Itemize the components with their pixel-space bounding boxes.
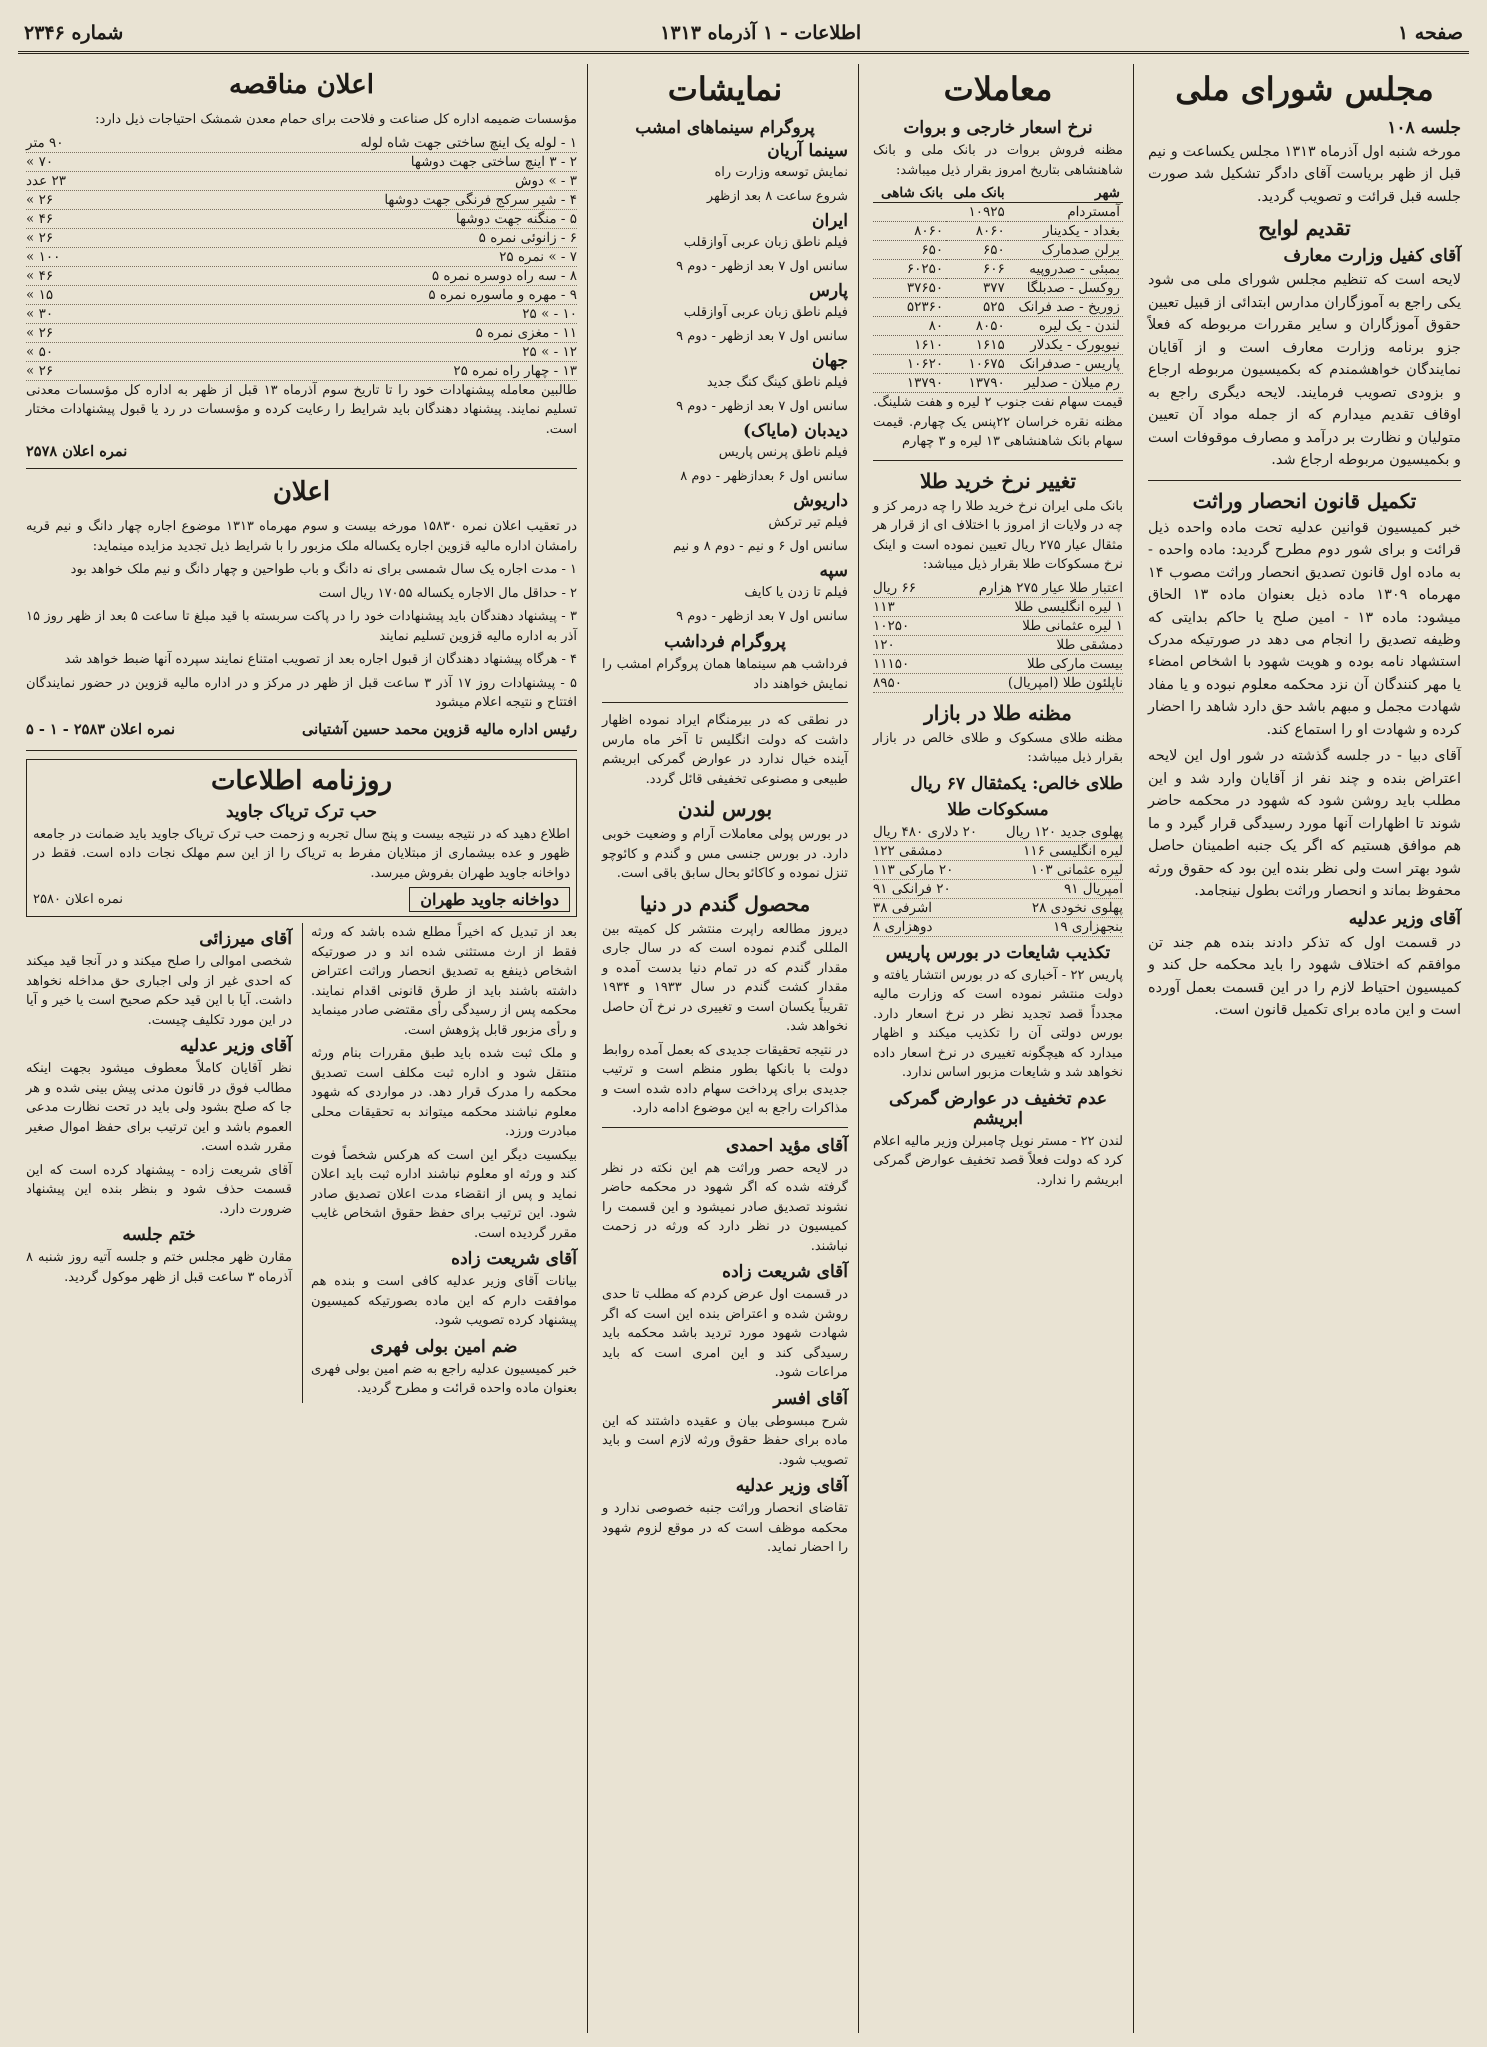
tender-intro: مؤسسات ضمیمه اداره کل صناعت و فلاحت برای حمام معدن شمشک احتیاجات ذیل دارد:	[95, 112, 577, 127]
ad-footer: دواخانه جاوید طهران	[409, 887, 570, 912]
debate-text: آقای دبیا - در جلسه گذشته در شور اول این لایحه اعتراض بنده و چند نفر از آقایان وارد شد و این مطلب باید روشن شود که شهود در محکمه حاضر شوند تا اظهارات آنها مورد رسیدگی قرار گیرد و ما هم موافق هستیم که اگر یک جنبه اطمینان حاصل شود بهتر است ولی نظر بنده این بود که حقوق ورثه محفوظ بماند و انحصار وراثت بطول نینجامد.	[1148, 748, 1461, 900]
cinema-times: سانس اول ۶ بعدازظهر - دوم ۸	[680, 468, 848, 484]
fx-row	[873, 374, 1123, 393]
coin-b: دوهزاری ۸	[873, 918, 933, 935]
cinema-item	[602, 491, 848, 556]
bill1-title: آقای کفیل وزارت معارف	[1283, 246, 1461, 267]
notices-column	[18, 64, 585, 2033]
fx-cell: ۱۰۹۲۵	[946, 203, 1008, 222]
cinema-name: سینما آریان	[767, 141, 848, 161]
cinema-name: دیدبان (مایاک)	[742, 421, 848, 441]
fx-cell: ۸۰۵۰	[946, 317, 1008, 336]
gold-name: بیست مارکی طلا	[1026, 655, 1123, 672]
notice-item: ۳ - پیشنهاد دهندگان باید پیشنهادات خود را در پاکت سربسته با قید مبلغ تا ساعت ۵ بعد از ظهر روز ۱۵ آذر به اداره مالیه قزوین تسلیم نمایند	[26, 609, 577, 644]
fx-table	[873, 184, 1123, 393]
cinema-film: فیلم تا زدن یا کایف	[744, 585, 848, 600]
cinema-name: ایران	[811, 211, 848, 231]
tender-item-qty: ۲۳ عدد	[26, 172, 66, 189]
fx-note: قیمت سهام نفت جنوب ۲ لیره و هفت شلینگ. مظنه نقره خراسان ۲۲پنس یک چهارم. قیمت سهام بانک شاهنشاهی ۱۳ لیره و ۳ چهارم	[873, 395, 1124, 449]
fx-cell: ۶۵۰	[873, 241, 946, 260]
fx-row	[873, 260, 1123, 279]
tender-item	[26, 229, 577, 248]
mirzai-heading: آقای میرزائی	[199, 929, 292, 949]
customs-text: لندن ۲۲ - مستر نویل چامبرلن وزیر مالیه اعلام کرد که دولت فعلاً قصد تخفیف عوارض گمرکی ابریشم را ندارد.	[873, 1133, 1123, 1188]
gold-price: ۶۶ ریال	[873, 579, 917, 596]
divider	[873, 460, 1123, 461]
tender-item-qty: ۲۶ »	[26, 324, 54, 341]
tomorrow-text: فرداشب هم سینماها همان پروگرام امشب را نمایش خواهند داد	[602, 657, 848, 692]
fx-cell: ۳۷۶۵۰	[873, 279, 946, 298]
tender-item-qty: ۵۰ »	[26, 343, 54, 360]
fx-cell: ۱۶۱۵	[946, 336, 1008, 355]
mirzai-text: شخصی اموالی را صلح میکند و در آنجا قید میکند که احدی غیر از ولی اجباری حق مداخله نخواهد داشت. آیا با این قید حکم صحیح است یا خیر و آیا در این مورد تکلیف چیست.	[26, 954, 292, 1028]
coin-b: دمشقی ۱۲۲	[873, 842, 943, 859]
bills-heading: تقدیم لوایح	[1258, 216, 1351, 241]
fx-cell: پاریس - صدفرانک	[1008, 355, 1123, 374]
report-text: در نتیجه تحقیقات جدیدی که بعمل آمده روابط دولت با بانکها بطور منظم است و ترتیب جدیدی برای پرداخت سهام داده شده است و مذاکرات راجع به این موضوع ادامه دارد.	[602, 1042, 848, 1116]
cinema-times: سانس اول ۷ بعد ازظهر - دوم ۹	[676, 608, 848, 624]
gold-name: دمشقی طلا	[1056, 636, 1123, 653]
justice-text: در قسمت اول که تذکر دادند بنده هم جند تن موافقم که اختلاف شهود را باید محکمه حل کند و کمیسیون احتیاط لازم را در این قسمت بعمل آورده است و این ماده برای تکمیل قانون است.	[1148, 934, 1461, 1018]
fx-sub: مظنه فروش بروات در بانک ملی و بانک شاهنشاهی بتاریخ امروز بقرار ذیل میباشد:	[873, 143, 1123, 178]
tender-item	[26, 248, 577, 267]
coin-a: امپریال ۹۱	[1064, 880, 1123, 897]
tender-item-name: ۲ - ۳ اینچ ساختی جهت دوشها	[410, 153, 577, 170]
justice2-text: تقاضای انحصار وراثت جنبه خصوصی ندارد و محکمه موظف است که در موقع لزوم شهود را احضار نماید.	[602, 1501, 848, 1555]
tender-item-qty: ۲۶ »	[26, 191, 54, 208]
tender-item-name: ۱۱ - مغزی نمره ۵	[475, 324, 577, 341]
majlis-column	[1140, 64, 1469, 2033]
cinema-item	[602, 561, 848, 626]
lower-col-right	[302, 923, 577, 1403]
gold-price: ۱۱۱۵۰	[873, 655, 910, 672]
coin-row	[873, 899, 1123, 918]
coin-b: اشرفی ۳۸	[873, 899, 933, 916]
fx-row	[873, 222, 1123, 241]
page-header	[18, 14, 1469, 54]
column-rule	[587, 64, 588, 2033]
tender-item-name: ۱۳ - چهار راه نمره ۲۵	[453, 362, 577, 379]
session-number: جلسه ۱۰۸	[1387, 118, 1461, 138]
cinema-list	[602, 141, 848, 626]
fx-header-cell: بانک ملی	[946, 184, 1008, 203]
stock-heading: تکذیب شایعات در بورس پاریس	[885, 942, 1111, 963]
end-text: مقارن ظهر مجلس ختم و جلسه آتیه روز شنبه ۸ آذرماه ۳ ساعت قبل از ظهر موکول گردید.	[26, 1250, 292, 1285]
gold-text: بانک ملی ایران نرخ خرید طلا را چه درمر کز و چه در ولایات از امروز با اختلاف ای از قرار هر مثقال عیار ۲۷۵ ریال تعیین نموده است و اینک نرخ مسکوکات طلا بقرار ذیل میباشد:	[873, 498, 1123, 572]
fx-header-cell: بانک شاهی	[873, 184, 946, 203]
coins-heading: مسکوکات طلا	[947, 799, 1049, 820]
fx-cell: ۱۶۱۰	[873, 336, 946, 355]
coin-row	[873, 880, 1123, 899]
fx-cell: ۸۰۶۰	[946, 222, 1008, 241]
gold-price: ۸۹۵۰	[873, 674, 903, 691]
tender-item-name: ۴ - شیر سرکج فرنگی جهت دوشها	[384, 191, 577, 208]
gold-name: اعتبار طلا عیار ۲۷۵ هزارم	[978, 579, 1123, 596]
tender-item-name: ۳ - » دوش	[515, 172, 577, 189]
gold-row	[873, 655, 1123, 674]
fx-cell: ۶۰۶	[946, 260, 1008, 279]
tender-item-name: ۱۰ - » ۲۵	[522, 305, 577, 322]
tender-item-name: ۸ - سه راه دوسره نمره ۵	[431, 267, 577, 284]
fx-cell: آمستردام	[1008, 203, 1123, 222]
cinema-times: سانس اول ۷ بعد ازظهر - دوم ۹	[676, 398, 848, 414]
cinema-name: سپه	[819, 561, 848, 581]
notice-title: اعلان	[272, 477, 331, 507]
notice-item: ۵ - پیشنهادات روز ۱۷ آذر ۳ ساعت قبل از ظهر در مرکز و در اداره مالیه قزوین در حضور نمایندگان افتتاح و نتیجه اعلام میشود	[26, 675, 577, 710]
fx-heading: نرخ اسعار خارجی و بروات	[903, 118, 1093, 138]
stock-text: پاریس ۲۲ - آخبارى كه در بورس انتشار یافته و دولت منتشر نموده است که وزارت مالیه مجدداً قصد تجدید نظر در نرخ اسعار دارد. بورس دولتی آن را تکذیب میکند و اظهار میدارد که هیچگونه تغییری در نرخ اسعار داده نخواهد شد و شایعات مزبور اساس ندارد.	[873, 967, 1123, 1080]
wz-text: نظر آقایان کاملاً معطوف میشود بجهت اینکه مطالب فوق در قانون مدنی پیش بینی شده و هر جا که صلح بشود ولی باید در تحت نظارت مدعی العموم باشد و این ترتیب برای حفظ اموال صغیر مقرر شده است.	[26, 1061, 292, 1154]
coin-a: لیره عثمانی ۱۰۳	[1030, 861, 1123, 878]
afsar-text: شرح مبسوطی بیان و عقیده داشتند که این ماده برای حفظ حقوق ورثه لازم است و باید تصویب شود.	[602, 1413, 848, 1468]
bill1-text: لایحه است که تنظیم مجلس شورای ملی می شود یکی راجع به آموزگاران مدارس ابتدائی از قبیل تعیین حقوق آموزگاران و سایر مقررات مربوطه که فعلاً جزو برنامه وزارت معارف است و از آقایان نمایندگان خواهشمندم که بکمیسیون مربوطه ارجاع و بزودی تصویب فرمایند. لایحه دیگری راجع به اوقاف تقدیم میدارم که از جمله مواد آن تعیین متولیان و نظارت بر درآمد و مصارف موقوفات است و بکمیسیون مربوطه ارجاع شد.	[1148, 272, 1461, 469]
fx-row	[873, 355, 1123, 374]
fx-cell	[873, 203, 946, 222]
lower-col-left	[26, 923, 292, 1403]
cinema-item	[602, 141, 848, 206]
gold-list	[873, 579, 1123, 693]
col-c-text3: بیکسیت دیگر این است که هرکس شخصاً فوت کند و ورثه او معلوم نباشند اداره ثبت باید اعلان نماید و پس از انقضاء مدت اعلان تصدیق صادر شود. این ترتیب برای حفظ حقوق اشخاص غایب مقرر گردیده است.	[311, 1147, 577, 1241]
justice-heading: آقای وزیر عدلیه	[1348, 908, 1461, 929]
tender-item	[26, 362, 577, 381]
fx-cell: روکسل - صدبلگا	[1008, 279, 1123, 298]
program-heading: پروگرام سینماهای امشب	[635, 118, 815, 138]
cinema-film: فیلم ناطق کینگ کنگ جدید	[706, 375, 848, 390]
col-c-text1: بعد از تبدیل که اخیراً مطلع شده باشد که ورثه فقط از ارث مستثنی شده اند و در صورتیکه اشخاص ذینفع به تصدیق انحصار وراثت اعتراض داشته باشند باید از طرق قانونی اقدام نمایند. محکمه پس از رسیدگی رأی مقتضی صادر مینماید و رأی مزبور قابل پژوهش است.	[311, 925, 577, 1038]
coin-b: ۲۰ دلاری ۴۸۰ ریال	[873, 823, 978, 840]
gold-heading: تغییر نرخ خرید طلا	[919, 468, 1077, 493]
coin-a: لیره انگلیسی ۱۱۶	[1023, 842, 1123, 859]
col-c-text2: و ملک ثبت شده باید طبق مقررات بنام ورثه منتقل شود و اداره ثبت مکلف است تصدیق محکمه را مدرک قرار دهد. در مواردی که شهود معلوم نباشند محکمه میتواند به تحقیقات محلی مبادرت ورزد.	[311, 1046, 577, 1139]
market-pure: طلای خالص: یکمثقال ۶۷ ریال	[910, 773, 1123, 794]
gold-row	[873, 636, 1123, 655]
coins-list	[873, 823, 1123, 937]
fahri-text: خبر کمیسیون عدلیه راجع به ضم امین بولی فهری بعنوان ماده واحده قرائت و مطرح گردید.	[311, 1361, 577, 1396]
fx-header-cell: شهر	[1008, 184, 1123, 203]
divider	[602, 1127, 848, 1128]
cinema-film: فیلم ناطق زبان عربی آوازقلب	[683, 305, 848, 320]
tender-list	[26, 134, 577, 381]
fx-cell: بمبئی - صدروپیه	[1008, 260, 1123, 279]
gold-row	[873, 579, 1123, 598]
cinema-film: فیلم تیر ترکش	[768, 515, 848, 530]
tender-item	[26, 210, 577, 229]
gold-name: ۱ لیره انگلیسی طلا	[1014, 598, 1123, 615]
fx-cell: ۵۲۵	[946, 298, 1008, 317]
coin-row	[873, 861, 1123, 880]
cinema-film: فیلم ناطق پرنس پاریس	[718, 445, 848, 460]
cinema-name: داریوش	[793, 491, 848, 511]
fx-row	[873, 279, 1123, 298]
gold-row	[873, 617, 1123, 636]
fx-cell: ۱۳۷۹۰	[946, 374, 1008, 393]
tender-item-name: ۷ - » نمره ۲۵	[499, 248, 577, 265]
notice-signature: رئیس اداره مالیه قزوین محمد حسین آشتیانی	[302, 720, 577, 738]
tender-item-qty: ۳۰ »	[26, 305, 54, 322]
shows-title: نمایشات	[667, 70, 783, 108]
fx-row	[873, 203, 1123, 222]
justice2-heading: آقای وزیر عدلیه	[735, 1476, 848, 1496]
sharia-text: در قسمت اول عرض کردم که مطلب تا حدی روشن شده و اعتراض بنده این است که اگر شهادت شهود مورد تردید باشد محکمه باید رسیدگی کند و این امری است که باید مراعات شود.	[602, 1287, 848, 1380]
tender-item-qty: ۹۰ متر	[26, 134, 64, 151]
tender-item	[26, 134, 577, 153]
london-heading: بورس لندن	[677, 797, 773, 821]
wheat-heading: محصول گندم در دنیا	[639, 891, 811, 916]
tender-item-qty: ۷۰ »	[26, 153, 54, 170]
cinema-times: شروع ساعت ۸ بعد ازظهر	[706, 188, 848, 204]
fx-cell: رم میلان - صدلیر	[1008, 374, 1123, 393]
fx-cell: ۱۰۶۷۵	[946, 355, 1008, 374]
afsar-heading: آقای افسر	[773, 1388, 848, 1409]
shows-column	[594, 64, 856, 2033]
cinema-name: پارس	[809, 281, 848, 301]
gold-price: ۱۱۳	[873, 598, 895, 615]
cinema-film: نمایش توسعه وزارت راه	[714, 165, 848, 180]
cinema-item	[602, 421, 848, 486]
tomorrow-heading: پروگرام فرداشب	[664, 632, 786, 652]
gold-row	[873, 598, 1123, 617]
fx-cell: بغداد - یکدینار	[1008, 222, 1123, 241]
gold-row	[873, 674, 1123, 693]
fx-row	[873, 317, 1123, 336]
column-rule	[1133, 64, 1134, 2033]
tender-item	[26, 153, 577, 172]
fx-cell: ۱۳۷۹۰	[873, 374, 946, 393]
wheat-text: دیروز مطالعه راپرت منتشر کل کمیته بین المللی گندم نموده است که در سال جاری مقدار گندم که در تمام دنیا بدست آمده و مقدار کشت گندم در سال ۱۹۳۳ و ۱۹۳۴ تقریباً یکسان است و تغییری در نرخ آن حاصل نخواهد شد.	[602, 921, 848, 1034]
fx-cell: ۸۰۶۰	[873, 222, 946, 241]
majlis-title: مجلس شورای ملی	[1175, 70, 1434, 108]
law-heading: تکمیل قانون انحصار وراثت	[1192, 488, 1417, 513]
fx-cell: ۵۲۳۶۰	[873, 298, 946, 317]
fx-cell: لندن - یک لیره	[1008, 317, 1123, 336]
notice-item: ۱ - مدت اجاره یک سال شمسی برای نه دانگ و باب طواحین و چهار دانگ و نیم ملک خواهد بود	[70, 562, 577, 577]
ad-title: روزنامه اطلاعات	[210, 765, 393, 796]
ad-brand: حب ترک تریاک جاوید	[225, 801, 378, 822]
law-text: خبر کمیسیون قوانین عدلیه تحت ماده واحده ذیل قرائت و برای شور دوم مطرح گردید: ماده واحده - به ماده اول قانون تصدیق انحصار وراثت مصوب ۱۴ مهرماه ۱۳۰۹ ماده ذیل بعنوان ماده ۱۳ الحاق میشود: ماده ۱۳ - امین صلح یا حاکم بدایتی که وظیفه تصدیق را انجام می دهد در صورتیکه مدرک استشهاد نامه بوده و هویت شهود با اشخاص امضاء یا مهر کنندگان آن نزد محکمه معلوم نبوده و یا مفاد شهادت مجمل و مبهم باشد حق دارد شاهد را احضار کرده و شهادت او را استماع کند.	[1148, 519, 1461, 738]
tender-footer: طالبین معامله پیشنهادات خود را تا تاریخ سوم آذرماه ۱۳ قبل از ظهر به اداره کل مؤسسات معدنی تسلیم نمایند. پیشنهاد دهندگان باید شرایط را رعایت کرده و مؤسسات در رد یا قبول پیشنهادات مختار است.	[26, 382, 577, 437]
tender-item	[26, 343, 577, 362]
coin-a: پهلوی جدید ۱۲۰ ریال	[1005, 823, 1123, 840]
market-heading: مظنه طلا در بازار	[924, 700, 1072, 725]
coin-row	[873, 918, 1123, 937]
divider	[26, 750, 577, 751]
tender-item-qty: ۱۵ »	[26, 286, 54, 303]
fx-cell: ۶۵۰	[946, 241, 1008, 260]
tender-item-qty: ۴۶ »	[26, 267, 54, 284]
tender-item-name: ۶ - زانوئی نمره ۵	[478, 229, 577, 246]
gold-name: ناپلئون طلا (امپریال)	[1007, 674, 1123, 691]
gold-price: ۱۰۲۵۰	[873, 617, 910, 634]
notice-number: نمره اعلان ۲۵۸۳ - ۱ - ۵	[26, 720, 176, 738]
fx-cell: ۳۷۷	[946, 279, 1008, 298]
coin-row	[873, 823, 1123, 842]
customs-heading: عدم تخفیف در عوارض گمرکی ابریشم	[888, 1088, 1108, 1129]
tender-item	[26, 305, 577, 324]
tender-item-qty: ۱۰۰ »	[26, 248, 61, 265]
wz-heading: آقای وزیر عدلیه	[179, 1036, 292, 1056]
sh-text: بیانات آقای وزیر عدلیه کافی است و بنده هم موافقت دارم که این ماده بصورتیکه کمیسیون پیشنهاد کرده تصویب شود.	[311, 1274, 577, 1328]
fx-row	[873, 336, 1123, 355]
coin-a: پهلوی نخودی ۲۸	[1031, 899, 1123, 916]
fx-cell: ۸۰	[873, 317, 946, 336]
tender-title: اعلان مناقصه	[228, 70, 374, 100]
newspaper-date: اطلاعات - ۱ آذرماه ۱۳۱۳	[660, 21, 862, 44]
cinema-times: سانس اول ۷ بعد ازظهر - دوم ۹	[676, 328, 848, 344]
cinema-item	[602, 211, 848, 276]
lower-split	[26, 923, 577, 1403]
trade-column	[865, 64, 1131, 2033]
notice-intro: در تعقیب اعلان نمره ۱۵۸۳۰ مورخه بیست و سوم مهرماه ۱۳۱۳ موضوع اجاره چهار دانگ و نیم قریه رامشان اداره مالیه قزوین اجاره یکساله ملک مزبور را با شرایط ذیل تجدید مزایده مینماید:	[26, 519, 577, 554]
gold-name: ۱ لیره عثمانی طلا	[1022, 617, 1123, 634]
tender-item	[26, 191, 577, 210]
fahri-heading: ضم امین بولی فهری	[370, 1336, 518, 1357]
tender-item	[26, 324, 577, 343]
tender-item	[26, 172, 577, 191]
cinema-item	[602, 281, 848, 346]
tender-item	[26, 267, 577, 286]
cinema-times: سانس اول ۷ بعد ازظهر - دوم ۹	[676, 258, 848, 274]
majlis-intro: مورخه شنبه اول آذرماه ۱۳۱۳ مجلس یکساعت و نیم قبل از ظهر بریاست آقای دادگر تشکیل شد صورت جلسه قبل قرائت و تصویب گردید.	[1148, 144, 1461, 205]
notice-item: ۴ - هرگاه پیشنهاد دهندگان از قبول اجاره بعد از تصویب امتناع نمایند سپرده آنها ضبط خواهد شد	[64, 652, 577, 667]
fx-cell: ۶۰۲۵۰	[873, 260, 946, 279]
column-rule	[858, 64, 859, 2033]
ad-box	[26, 759, 577, 918]
coin-b: ۲۰ مارکی ۱۱۳	[873, 861, 954, 878]
page-label: صفحه ۱	[1397, 21, 1463, 44]
coin-b: ۲۰ فرانکی ۹۱	[873, 880, 951, 897]
mp-text: در لایحه حصر وراثت هم این نکته در نظر گرفته شده که اگر شهود در محکمه حاضر نشوند تصدیق صادر نمیشود و این قسمت را کمیسیون در نظر دارد که ورثه در زحمت نباشند.	[602, 1160, 848, 1254]
fx-cell: نیویورک - یکدلار	[1008, 336, 1123, 355]
coin-a: بنجهزاری ۱۹	[1053, 918, 1123, 935]
cinema-film: فیلم ناطق زبان عربی آوازقلب	[683, 235, 848, 250]
gold-price: ۱۲۰	[873, 636, 895, 653]
cinema-name: جهان	[811, 351, 848, 371]
zaid-text: آقای شریعت زاده - پیشنهاد کرده است که این قسمت حذف شود و بنظر بنده این پیشنهاد ضرورت دارد.	[26, 1162, 292, 1217]
notice-list	[26, 560, 577, 713]
tender-item-qty: ۲۶ »	[26, 362, 54, 379]
divider	[26, 468, 577, 469]
fx-cell: برلن صدمارک	[1008, 241, 1123, 260]
coin-row	[873, 842, 1123, 861]
divider	[1148, 480, 1461, 481]
tender-item-name: ۱ - لوله یک اینچ ساختی جهت شاه لوله	[360, 134, 577, 151]
note1: در نطقی که در بیرمنگام ایراد نموده اظهار داشت که دولت انگلیس تا آخر ماه مارس آینده خیال ندارد در عوارض گمرکی ابریشم طبیعی و مصنوعی تخفیفی قائل گردد.	[602, 713, 848, 787]
fx-cell: ۱۰۶۲۰	[873, 355, 946, 374]
fx-row	[873, 241, 1123, 260]
issue-number: شماره ۲۳۴۶	[24, 21, 124, 44]
tender-item-qty: ۴۶ »	[26, 210, 54, 227]
tender-item	[26, 286, 577, 305]
london-text: در بورس پولی معاملات آرام و وضعیت خوبی دارد. در بورس جنسی مس و گندم و کائوچو تنزل نموده و کاکائو بحال سابق باقی است.	[602, 827, 848, 881]
cinema-item	[602, 351, 848, 416]
ad-text: اطلاع دهید که در نتیجه بیست و پنج سال تجربه و زحمت حب ترک تریاک جاوید باید ضمانت در جامعه ظهور و عده بیشماری از مبتلایان مفرط به تریاک را از این سم مهلک نجات داده است. فقط در دواخانه جاوید طهران بفروش میرسد.	[33, 826, 570, 881]
sh-heading: آقای شریعت زاده	[451, 1249, 577, 1269]
end-heading: ختم جلسه	[122, 1225, 196, 1245]
tender-item-name: ۵ - منگنه جهت دوشها	[455, 210, 577, 227]
notice-item: ۲ - حداقل مال الاجاره یکساله ۱۷۰۵۵ ریال است	[318, 585, 577, 601]
tender-item-name: ۹ - مهره و ماسوره نمره ۵	[428, 286, 577, 303]
cinema-times: سانس اول ۶ و نیم - دوم ۸ و نیم	[672, 538, 848, 554]
ad-number: نمره اعلان ۲۵۸۰	[33, 891, 123, 907]
fx-row	[873, 298, 1123, 317]
divider	[602, 702, 848, 703]
tender-number: نمره اعلان ۲۵۷۸	[26, 443, 128, 460]
market-text: مظنه طلای مسکوک و طلای خالص در بازار بقرار ذیل میباشد:	[873, 730, 1123, 765]
fx-cell: زوریخ - صد فرانک	[1008, 298, 1123, 317]
sharia-heading: آقای شریعت زاده	[722, 1262, 848, 1282]
mp-heading: آقای مؤید احمدی	[725, 1135, 848, 1156]
trade-title: معاملات	[943, 70, 1053, 108]
tender-item-qty: ۲۶ »	[26, 229, 54, 246]
tender-item-name: ۱۲ - » ۲۵	[522, 343, 577, 360]
